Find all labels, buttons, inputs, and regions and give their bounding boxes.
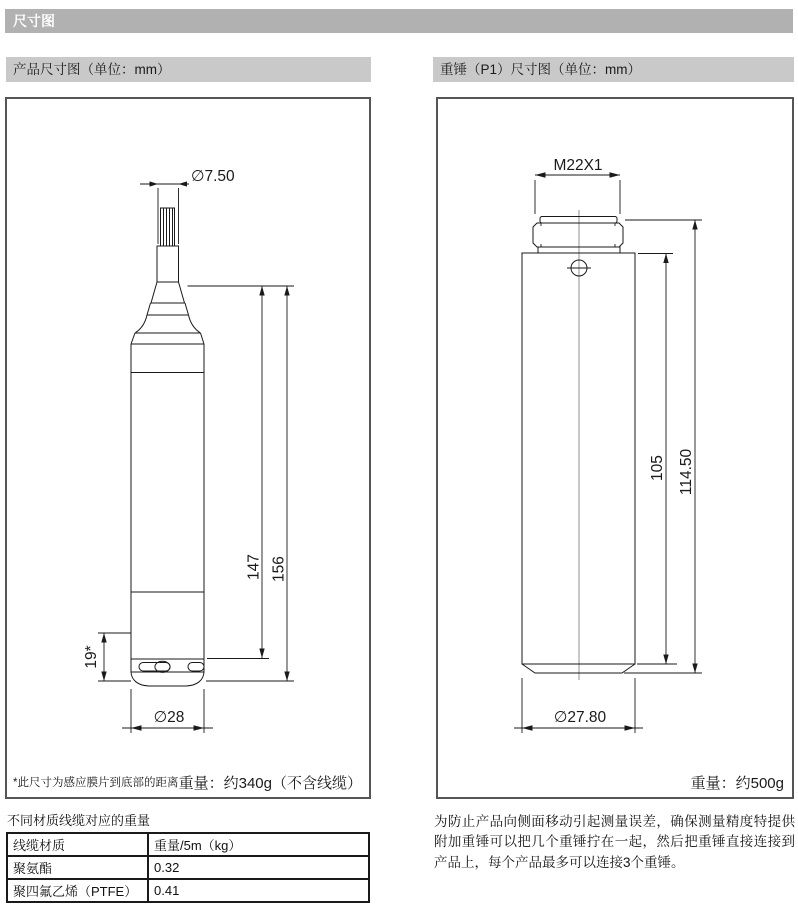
weight-usage-note: 为防止产品向侧面移动引起测量误差，确保测量精度特提供附加重锤可以把几个重锤拧在一起，然后把重锤直接连接到产品上，每个产品最多可以连接3个重锤。 [434,814,795,870]
col-header-weight: 重量/5m（kg） [148,833,369,856]
dim-156-label: 156 [270,556,288,582]
dim-weight-heights [624,220,702,673]
dim-thread-label: M22X1 [553,157,603,174]
dim-114-label: 114.50 [678,448,695,496]
page-title-bar [5,9,793,33]
dim-heights [188,286,295,681]
dim-thread [535,157,620,214]
cell-material: 聚四氟乙烯（PTFE） [7,879,148,902]
table-header-row [7,833,369,856]
product-drawing [7,99,369,797]
dim-105-label: 105 [649,455,666,481]
dim-cable-diameter-label: ∅7.50 [191,168,235,185]
weight-outline [522,210,635,680]
dim-body-diameter [122,689,213,733]
weight-weight-note: 重量：约500g [690,775,784,792]
dim-19-label: 19* [83,645,100,669]
product-weight-note: 重量：约340g（不含线缆） [178,775,362,792]
product-drawing-panel [5,97,371,799]
probe-outline [131,208,204,686]
weight-drawing-panel [436,97,794,799]
cell-weight: 0.41 [148,879,369,902]
weight-section-header [433,57,794,82]
col-header-material: 线缆材质 [7,833,148,856]
cell-weight: 0.32 [148,856,369,879]
product-section-header [6,57,371,82]
probe-slot-right [188,663,204,672]
product-footnote: *此尺寸为感应膜片到底部的距离 [13,777,179,789]
dim-147-label: 147 [245,554,263,580]
weight-section-title: 重锤（P1）尺寸图（单位：mm） [440,62,642,77]
table-row [7,879,369,902]
dim-2780-label: ∅27.80 [553,709,607,726]
weight-drawing [438,99,792,797]
dim-diaphragm-offset [83,633,131,681]
cable-weight-table [6,832,370,903]
cable-table-title: 不同材质线缆对应的重量 [7,813,151,828]
cell-material: 聚氨酯 [7,856,148,879]
dim-cable-diameter [140,168,235,244]
table-row [7,856,369,879]
dim-weight-diameter [514,678,643,733]
page-title: 尺寸图 [13,13,55,29]
dim-28-label: ∅28 [153,709,185,726]
product-section-title: 产品尺寸图（单位：mm） [13,62,171,77]
